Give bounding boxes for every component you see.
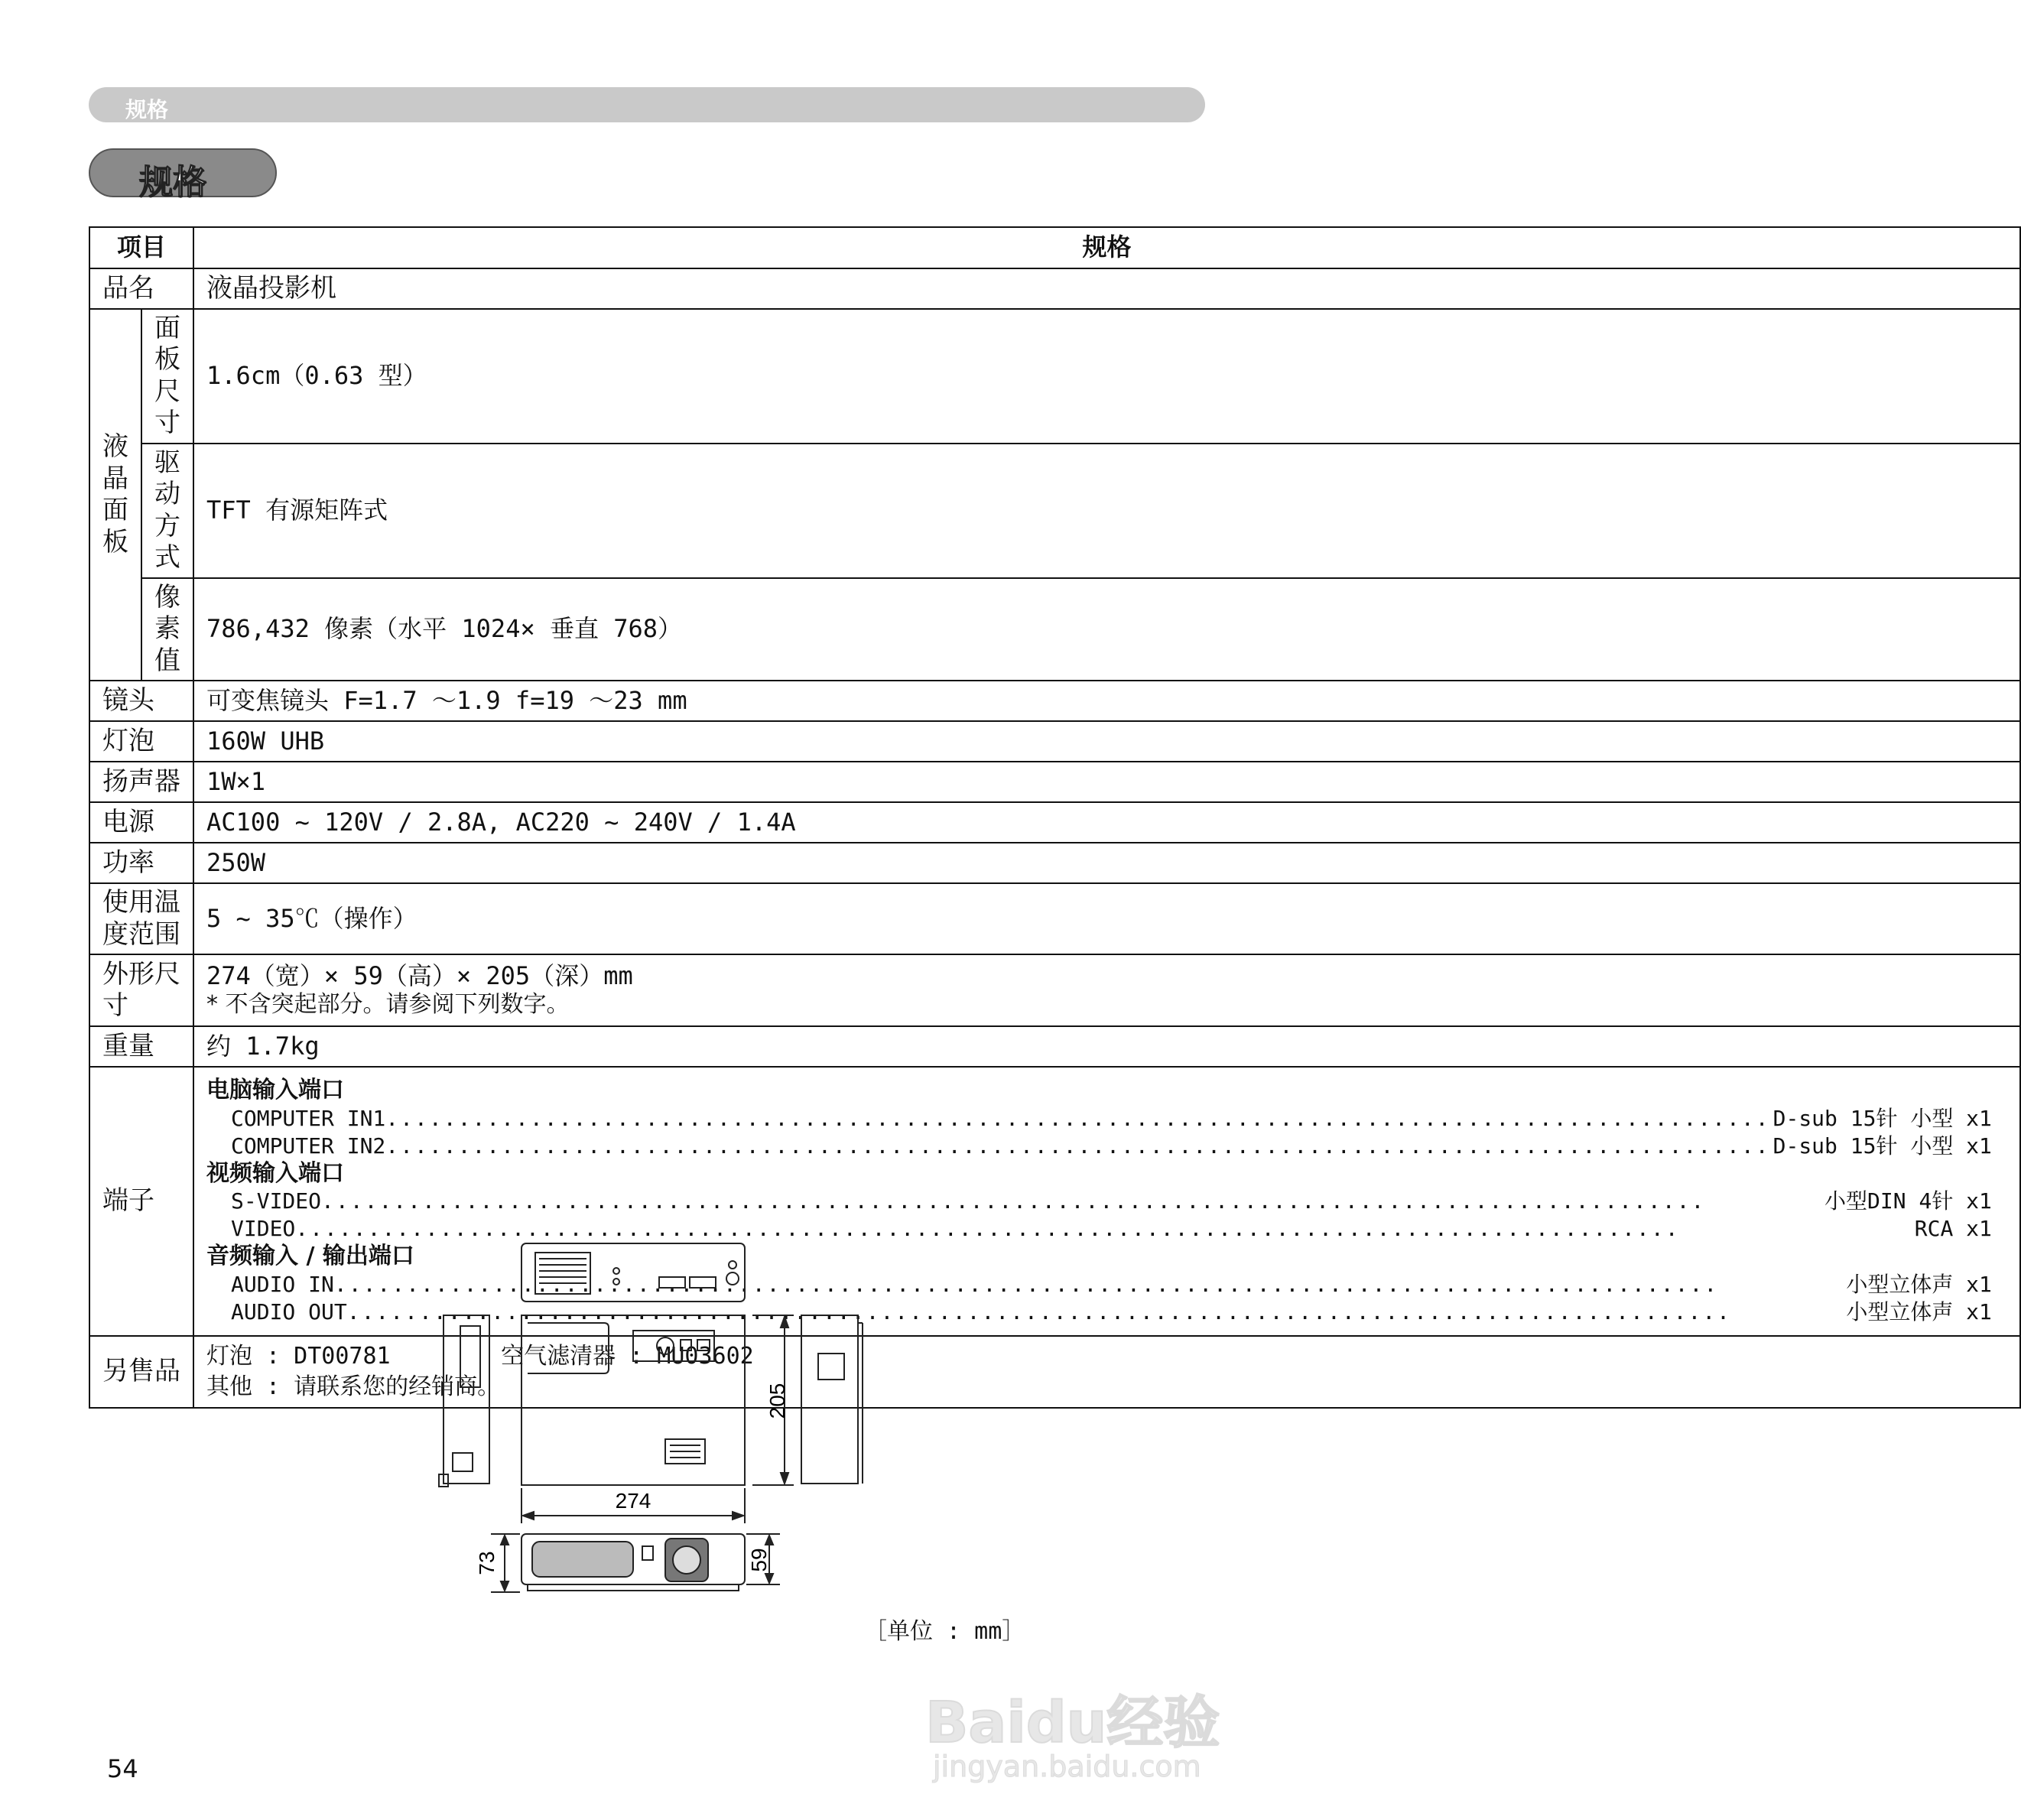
row-label: 功率 [89, 843, 193, 883]
lcd-panel-group-label [89, 309, 141, 681]
row-value: TFT 有源矩阵式 [193, 444, 2020, 578]
spec-table [89, 226, 2021, 1409]
table-row [89, 578, 2020, 681]
port-spec: 小型立体声 x1 [1846, 1298, 1992, 1324]
top-view [521, 1315, 745, 1485]
accessory-other: 其他 : 请联系您的经销商。 [206, 1373, 501, 1401]
row-label: 端子 [89, 1067, 193, 1336]
port-spec: RCA x1 [1914, 1216, 1992, 1242]
width-label: 274 [615, 1489, 651, 1513]
page-number: 54 [107, 1754, 138, 1783]
row-label: 镜头 [89, 681, 193, 721]
row-value: 可变焦镜头 F=1.7 ～1.9 f=19 ～23 mm [193, 681, 2020, 721]
row-value [193, 954, 2020, 1026]
depth-label: 205 [765, 1383, 789, 1419]
row-label: 电源 [89, 802, 193, 843]
unit-note: ［单位 : mm］ [864, 1618, 1025, 1645]
row-value: 786,432 像素（水平 1024× 垂直 768） [193, 578, 2020, 681]
row-value: 250W [193, 843, 2020, 883]
row-value: 1.6cm（0.63 型） [193, 309, 2020, 444]
dimensions-line: 274（宽）× 59（高）× 205（深）mm [206, 961, 633, 991]
section-label: 规格 [125, 97, 169, 122]
front-view [521, 1534, 745, 1591]
leader-dots [385, 1133, 1769, 1160]
right-side-view [801, 1315, 863, 1484]
audio-ports-heading: 音频输入 / 输出端口 [206, 1243, 414, 1270]
table-row [89, 954, 2020, 1026]
row-label: 面板尺寸 [141, 309, 193, 444]
table-row [89, 1026, 2020, 1067]
left-side-view [439, 1315, 489, 1487]
port-name: AUDIO IN [231, 1271, 334, 1297]
row-value: 5 ~ 35℃（操作） [193, 883, 2020, 954]
port-name: VIDEO [231, 1216, 296, 1242]
row-label: 驱动方式 [141, 444, 193, 578]
table-header-row [89, 227, 2020, 268]
row-value: AC100 ~ 120V / 2.8A, AC220 ~ 240V / 1.4A [193, 802, 2020, 843]
table-row [89, 762, 2020, 802]
computer-ports-heading: 电脑输入端口 [206, 1077, 344, 1104]
row-value: 160W UHB [193, 721, 2020, 762]
row-label: 品名 [89, 268, 193, 309]
leader-dots [321, 1188, 1821, 1215]
dimensions-note: * 不含突起部分。请参阅下列数字。 [206, 991, 570, 1019]
port-name: COMPUTER IN2 [231, 1133, 386, 1159]
row-value: 约 1.7kg [193, 1026, 2020, 1067]
row-label: 外形尺寸 [89, 954, 193, 1026]
port-name: S-VIDEO [231, 1188, 322, 1214]
video-ports-heading: 视频输入端口 [206, 1159, 344, 1187]
table-row [89, 1067, 2020, 1336]
table-row [89, 681, 2020, 721]
projector-dimension-diagram [413, 1231, 887, 1629]
header-item: 项目 [89, 227, 193, 268]
table-row [89, 444, 2020, 578]
port-spec: 小型DIN 4针 x1 [1824, 1188, 1992, 1214]
table-row [89, 309, 2020, 444]
accessory-lamp: 灯泡 : DT00781 [206, 1343, 391, 1370]
height-label: 59 [747, 1548, 771, 1572]
port-spec: 小型立体声 x1 [1846, 1271, 1992, 1297]
port-spec: D-sub 15针 小型 x1 [1772, 1105, 1992, 1131]
rear-view [521, 1243, 745, 1302]
accessory-filter: 空气滤清器 : MU03602 [501, 1343, 754, 1370]
height-with-feet-label: 73 [475, 1551, 499, 1575]
table-row [89, 802, 2020, 843]
page-title: 规格 [139, 163, 206, 202]
row-label: 使用温度范围 [89, 883, 193, 954]
baidu-watermark [918, 1644, 1239, 1797]
port-name: AUDIO OUT [231, 1298, 347, 1324]
watermark-url: jingyan.baidu.com [933, 1750, 1201, 1783]
group-label-line: 面板 [102, 495, 128, 557]
page-title-pill [89, 148, 277, 202]
port-computer-in2 [206, 1133, 1992, 1160]
watermark-brand: Baidu经验 [925, 1690, 1220, 1756]
table-row [89, 843, 2020, 883]
row-label: 像素值 [141, 578, 193, 681]
row-value: 1W×1 [193, 762, 2020, 802]
table-row [89, 1336, 2020, 1408]
port-computer-in1 [206, 1105, 1992, 1133]
row-label: 扬声器 [89, 762, 193, 802]
port-spec: D-sub 15针 小型 x1 [1772, 1133, 1992, 1159]
group-label-line: 液晶 [102, 431, 128, 494]
port-s-video [206, 1188, 1992, 1215]
table-row [89, 721, 2020, 762]
port-name: COMPUTER IN1 [231, 1105, 386, 1131]
row-label: 重量 [89, 1026, 193, 1067]
leader-dots [385, 1105, 1769, 1133]
row-label: 另售品 [89, 1336, 193, 1408]
row-value: 液晶投影机 [193, 268, 2020, 309]
row-label: 灯泡 [89, 721, 193, 762]
section-header-bar [89, 87, 1205, 122]
table-row [89, 268, 2020, 309]
table-row [89, 883, 2020, 954]
header-spec: 规格 [193, 227, 2020, 268]
